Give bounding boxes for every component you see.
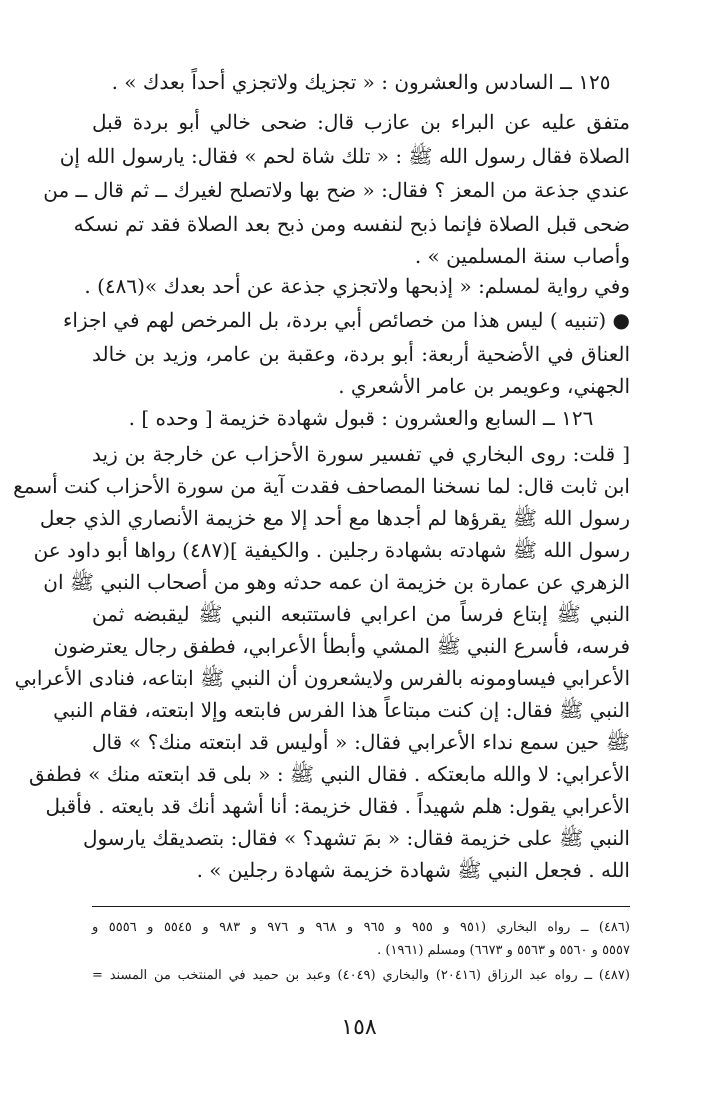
note-line: الجهني، وعويمر بن عامر الأشعري . [338, 374, 630, 398]
paragraph-line: الأعرابي: لا والله مابعتكه . فقال النبي ﷺ : « بلى قد ابتعته منك » فطفق [29, 762, 630, 786]
paragraph-line: الأعرابي فيساومونه بالفرس ولايشعرون أن النبي ﷺ ابتاعه، فنادى الأعرابي [14, 666, 630, 690]
footnote-487: (٤٨٧) ــ رواه عبد الرزاق (٢٠٤١٦) والبخاري (٤٠٤٩) وعبد بن حميد في المنتخب من المسند = [92, 968, 630, 983]
paragraph-line: ضحى قبل الصلاة فإنما ذبح لنفسه ومن ذبح بعد الصلاة فقد تم نسكه [73, 212, 630, 236]
paragraph-line: ﷺ حين سمع نداء الأعرابي فقال: « أوليس قد ابتعته منك؟ » قال [92, 730, 630, 754]
paragraph-line: النبي ﷺ إبتاع فرساً من اعرابي فاستتبعه النبي ﷺ ليقبضه ثمن [92, 602, 630, 626]
section-125-heading: ١٢٥ ــ السادس والعشرون : « تجزيك ولاتجزي أحداً بعدك » . [111, 70, 611, 94]
paragraph-line: الأعرابي يقول: هلم شهيداً . فقال خزيمة: أنا أشهد أنك قد بايعته . فأقبل [45, 794, 630, 818]
paragraph-line: فرسه، فأسرع النبي ﷺ المشي وأبطأ الأعرابي، فطفق رجال يعترضون [53, 634, 630, 658]
paragraph-line: [ قلت: روى البخاري في تفسير سورة الأحزاب عن خارجة بن زيد [92, 442, 630, 466]
footnote-486-continued: ٥٥٥٧ و ٥٥٦٠ و ٥٥٦٣ و ٦٦٧٣) ومسلم (١٩٦١) . [377, 943, 630, 958]
paragraph-line: رسول الله ﷺ شهادته بشهادة رجلين . والكيفية ](٤٨٧) رواها أبو داود عن [33, 538, 630, 562]
paragraph-line: النبي ﷺ على خزيمة فقال: « بمَ تشهد؟ » فقال: بتصديقك يارسول [82, 826, 630, 850]
muslim-narration-line: وفي رواية لمسلم: « إذبحها ولاتجزي جذعة عن أحد بعدك »(٤٨٦) . [84, 274, 630, 298]
footnote-divider [92, 906, 630, 907]
paragraph-line: وأصاب سنة المسلمين » . [414, 244, 630, 268]
note-line: العناق في الأضحية أربعة: أبو بردة، وعقبة بن عامر، وزيد بن خالد [92, 342, 630, 366]
paragraph-line: الصلاة فقال رسول الله ﷺ : « تلك شاة لحم » فقال: يارسول الله إن [59, 144, 630, 168]
paragraph-line: رسول الله ﷺ يقرؤها لم أجدها مع أحد إلا مع خزيمة الأنصاري الذي جعل [39, 506, 630, 530]
footnote-486: (٤٨٦) ــ رواه البخاري (٩٥١ و ٩٥٥ و ٩٦٥ و ٩٦٨ و ٩٧٦ و ٩٨٣ و ٥٥٤٥ و ٥٥٥٦ و [92, 920, 630, 935]
page-number: ١٥٨ [341, 1015, 377, 1040]
paragraph-line: النبي ﷺ فقال: إن كنت مبتاعاً هذا الفرس فابتعه وإلا ابتعته، فقام النبي [53, 698, 630, 722]
note-line: ● (تنبيه ) ليس هذا من خصائص أبي بردة، بل المرخص لهم في اجزاء [63, 308, 630, 332]
paragraph-line: عندي جذعة من المعز ؟ فقال: « ضح بها ولاتصلح لغيرك ــ ثم قال ــ من [43, 178, 630, 202]
paragraph-line: ابن ثابت قال: لما نسخنا المصاحف فقدت آية من سورة الأحزاب كنت أسمع [13, 474, 630, 498]
paragraph-line: الزهري عن عمارة بن خزيمة ان عمه حدثه وهو من أصحاب النبي ﷺ ان [43, 570, 630, 594]
paragraph-line: الله . فجعل النبي ﷺ شهادة خزيمة شهادة رجلين » . [196, 858, 630, 882]
paragraph-line: متفق عليه عن البراء بن عازب قال: ضحى خالي أبو بردة قبل [92, 110, 630, 134]
section-126-heading: ١٢٦ ــ السابع والعشرون : قبول شهادة خزيمة [ وحده ] . [128, 406, 594, 430]
